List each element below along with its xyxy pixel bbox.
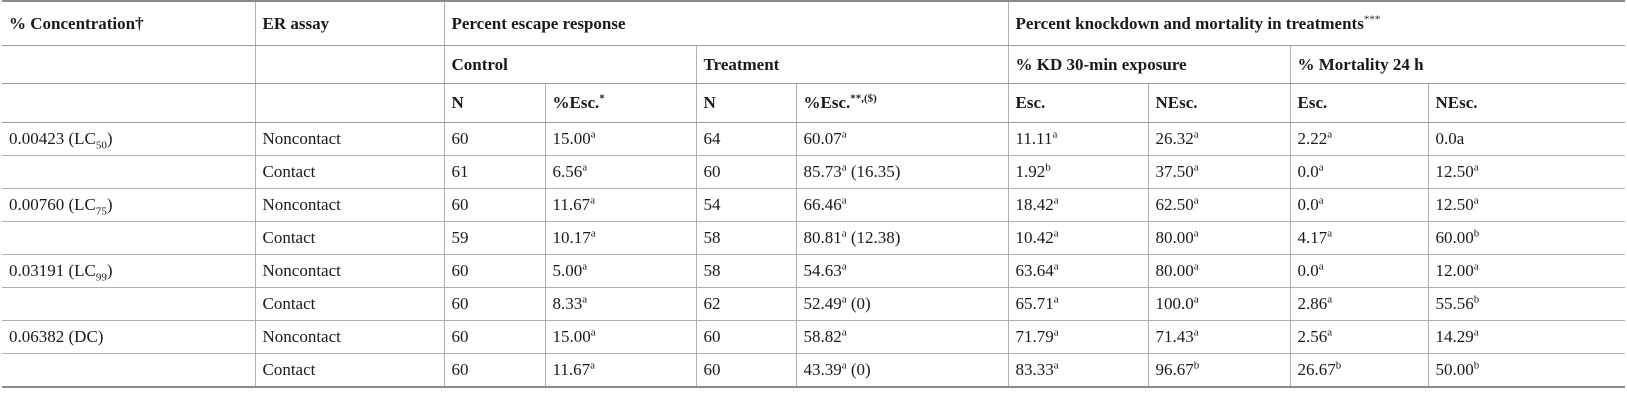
er-assay-value: Contact xyxy=(262,360,316,379)
kd-nesc-cell xyxy=(1148,222,1290,255)
kd-nesc-value: 62.50 xyxy=(1155,195,1194,214)
concentration-cell xyxy=(2,255,255,288)
header-kd-group-label: Percent knockdown and mortality in treatments xyxy=(1015,13,1364,33)
mortality-esc-sup: a xyxy=(1327,293,1333,306)
mortality-esc-cell xyxy=(1290,321,1428,354)
mortality-esc-value: 0.0 xyxy=(1297,195,1319,214)
header-n-treatment: N xyxy=(696,84,796,123)
mortality-esc-cell xyxy=(1290,189,1428,222)
kd-esc-sup: a xyxy=(1053,326,1059,339)
treatment-esc-value: 66.46 xyxy=(803,195,842,214)
kd-esc-sup: a xyxy=(1053,194,1059,207)
kd-esc-cell xyxy=(1008,156,1148,189)
kd-nesc-value: 37.50 xyxy=(1155,162,1194,181)
mortality-esc-cell xyxy=(1290,288,1428,321)
treatment-n-value: 54 xyxy=(703,195,721,214)
mortality-nesc-cell xyxy=(1428,189,1625,222)
control-esc-cell xyxy=(545,156,696,189)
kd-esc-value: 11.11 xyxy=(1015,129,1053,148)
control-n-value: 60 xyxy=(451,294,469,313)
header-kd30: % KD 30-min exposure xyxy=(1008,46,1290,84)
treatment-esc-value: 58.82 xyxy=(803,327,842,346)
kd-nesc-sup: a xyxy=(1193,260,1199,273)
er-assay-cell xyxy=(255,123,444,156)
control-esc-cell xyxy=(545,189,696,222)
header-esc-treatment-label: %Esc. xyxy=(803,93,851,112)
treatment-n-value: 64 xyxy=(703,129,721,148)
control-n-value: 60 xyxy=(451,195,469,214)
mortality-esc-cell xyxy=(1290,156,1428,189)
control-n-cell xyxy=(444,123,545,156)
concentration-cell xyxy=(2,222,255,255)
control-esc-value: 15.00 xyxy=(552,327,591,346)
header-blank xyxy=(2,84,255,123)
kd-nesc-cell xyxy=(1148,321,1290,354)
treatment-esc-sup: a xyxy=(841,260,847,273)
kd-nesc-sup: a xyxy=(1193,194,1199,207)
mortality-esc-sup: a xyxy=(1318,194,1324,207)
treatment-n-cell xyxy=(696,189,796,222)
kd-nesc-sup: a xyxy=(1193,326,1199,339)
er-assay-value: Noncontact xyxy=(262,129,341,148)
header-row-2 xyxy=(2,46,1625,84)
table-row xyxy=(2,222,1625,255)
kd-esc-cell xyxy=(1008,288,1148,321)
control-esc-sup: a xyxy=(590,359,596,372)
table-row xyxy=(2,255,1625,288)
mortality-nesc-value: 12.00 xyxy=(1435,261,1474,280)
mortality-nesc-cell xyxy=(1428,354,1625,388)
control-n-value: 59 xyxy=(451,228,469,247)
control-esc-sup: a xyxy=(590,194,596,207)
concentration-value: 0.00423 (LC xyxy=(9,129,96,148)
mortality-nesc-cell xyxy=(1428,321,1625,354)
kd-esc-sup: a xyxy=(1053,359,1059,372)
mortality-esc-value: 0.0 xyxy=(1297,162,1319,181)
treatment-esc-cell xyxy=(796,123,1008,156)
kd-esc-cell xyxy=(1008,123,1148,156)
control-esc-cell xyxy=(545,354,696,388)
treatment-esc-cell xyxy=(796,354,1008,388)
er-assay-value: Noncontact xyxy=(262,327,341,346)
header-esc-control-sup: * xyxy=(599,92,605,105)
treatment-n-value: 62 xyxy=(703,294,721,313)
kd-nesc-value: 96.67 xyxy=(1155,360,1194,379)
header-row-3 xyxy=(2,84,1625,123)
mortality-nesc-cell xyxy=(1428,288,1625,321)
header-blank xyxy=(255,84,444,123)
mortality-esc-value: 26.67 xyxy=(1297,360,1336,379)
control-esc-cell xyxy=(545,288,696,321)
control-esc-sup: a xyxy=(590,326,596,339)
kd-esc-value: 83.33 xyxy=(1015,360,1054,379)
control-esc-value: 10.17 xyxy=(552,228,591,247)
kd-nesc-value: 26.32 xyxy=(1155,129,1194,148)
mortality-esc-value: 2.56 xyxy=(1297,327,1328,346)
mortality-esc-value: 2.86 xyxy=(1297,294,1328,313)
control-esc-cell xyxy=(545,222,696,255)
mortality-nesc-cell xyxy=(1428,255,1625,288)
header-escape-group: Percent escape response xyxy=(444,1,1008,46)
header-kd-nesc: NEsc. xyxy=(1148,84,1290,123)
concentration-subscript: 75 xyxy=(95,205,107,218)
control-esc-value: 8.33 xyxy=(552,294,583,313)
concentration-value: 0.06382 (DC) xyxy=(9,327,104,346)
header-concentration: % Concentration† xyxy=(2,1,255,46)
er-assay-cell xyxy=(255,189,444,222)
kd-nesc-cell xyxy=(1148,288,1290,321)
control-n-value: 60 xyxy=(451,360,469,379)
mortality-nesc-cell xyxy=(1428,123,1625,156)
er-assay-value: Contact xyxy=(262,294,316,313)
table-row xyxy=(2,288,1625,321)
kd-nesc-sup: a xyxy=(1193,293,1199,306)
er-assay-cell xyxy=(255,288,444,321)
treatment-n-cell xyxy=(696,321,796,354)
kd-nesc-cell xyxy=(1148,123,1290,156)
treatment-esc-sup: a xyxy=(841,293,847,306)
control-esc-value: 11.67 xyxy=(552,195,591,214)
treatment-n-cell xyxy=(696,222,796,255)
er-assay-value: Contact xyxy=(262,162,316,181)
kd-nesc-cell xyxy=(1148,189,1290,222)
kd-nesc-cell xyxy=(1148,156,1290,189)
header-blank xyxy=(255,46,444,84)
control-esc-value: 15.00 xyxy=(552,129,591,148)
concentration-subscript: 50 xyxy=(95,139,107,152)
header-mort-nesc: NEsc. xyxy=(1428,84,1625,123)
mortality-esc-sup: a xyxy=(1327,326,1333,339)
mortality-esc-cell xyxy=(1290,255,1428,288)
header-kd-group-sup: *** xyxy=(1363,12,1381,25)
treatment-esc-sup: a xyxy=(841,128,847,141)
er-assay-cell xyxy=(255,354,444,388)
treatment-esc-value: 43.39 xyxy=(803,360,842,379)
header-kd-esc: Esc. xyxy=(1008,84,1148,123)
mortality-esc-sup: a xyxy=(1318,260,1324,273)
mortality-esc-value: 4.17 xyxy=(1297,228,1328,247)
header-mort-esc: Esc. xyxy=(1290,84,1428,123)
treatment-n-value: 58 xyxy=(703,261,721,280)
control-n-value: 60 xyxy=(451,327,469,346)
kd-nesc-sup: a xyxy=(1193,227,1199,240)
mortality-esc-cell xyxy=(1290,354,1428,388)
control-esc-value: 11.67 xyxy=(552,360,591,379)
treatment-esc-value: 80.81 xyxy=(803,228,842,247)
mortality-nesc-value: 12.50 xyxy=(1435,195,1474,214)
table-row xyxy=(2,321,1625,354)
mortality-nesc-value: 0.0a xyxy=(1435,129,1465,148)
kd-esc-sup: a xyxy=(1053,260,1059,273)
kd-esc-value: 18.42 xyxy=(1015,195,1054,214)
mortality-nesc-value: 60.00 xyxy=(1435,228,1474,247)
er-assay-cell xyxy=(255,321,444,354)
header-blank xyxy=(2,46,255,84)
control-esc-cell xyxy=(545,123,696,156)
treatment-n-cell xyxy=(696,156,796,189)
kd-nesc-value: 71.43 xyxy=(1155,327,1194,346)
treatment-n-value: 58 xyxy=(703,228,721,247)
mortality-nesc-sup: b xyxy=(1473,359,1480,372)
treatment-esc-extra: (0) xyxy=(846,360,871,379)
header-kd-group xyxy=(1008,1,1625,46)
control-n-cell xyxy=(444,354,545,388)
treatment-esc-cell xyxy=(796,189,1008,222)
mortality-esc-sup: a xyxy=(1327,227,1333,240)
kd-nesc-cell xyxy=(1148,255,1290,288)
mortality-nesc-sup: b xyxy=(1473,293,1480,306)
treatment-n-cell xyxy=(696,288,796,321)
table-row xyxy=(2,354,1625,388)
kd-nesc-value: 80.00 xyxy=(1155,228,1194,247)
treatment-esc-cell xyxy=(796,288,1008,321)
mortality-esc-sup: a xyxy=(1327,128,1333,141)
kd-esc-value: 63.64 xyxy=(1015,261,1054,280)
kd-esc-cell xyxy=(1008,321,1148,354)
kd-esc-cell xyxy=(1008,222,1148,255)
mortality-nesc-sup: b xyxy=(1473,227,1480,240)
kd-nesc-sup: b xyxy=(1193,359,1200,372)
control-n-value: 60 xyxy=(451,261,469,280)
control-esc-sup: a xyxy=(590,227,596,240)
treatment-esc-value: 54.63 xyxy=(803,261,842,280)
mortality-nesc-value: 12.50 xyxy=(1435,162,1474,181)
er-assay-cell xyxy=(255,255,444,288)
kd-esc-cell xyxy=(1008,255,1148,288)
control-n-cell xyxy=(444,255,545,288)
header-esc-control-label: %Esc. xyxy=(552,93,600,112)
concentration-value: 0.03191 (LC xyxy=(9,261,96,280)
concentration-tail: ) xyxy=(106,261,113,280)
treatment-n-cell xyxy=(696,354,796,388)
concentration-cell xyxy=(2,156,255,189)
control-esc-value: 6.56 xyxy=(552,162,583,181)
treatment-esc-cell xyxy=(796,321,1008,354)
mortality-nesc-value: 14.29 xyxy=(1435,327,1474,346)
concentration-value: 0.00760 (LC xyxy=(9,195,96,214)
mortality-nesc-sup: a xyxy=(1473,260,1479,273)
treatment-esc-sup: a xyxy=(841,359,847,372)
kd-nesc-value: 100.0 xyxy=(1155,294,1194,313)
kd-nesc-sup: a xyxy=(1193,128,1199,141)
header-esc-treatment-sup: **,($) xyxy=(850,92,877,105)
treatment-esc-cell xyxy=(796,255,1008,288)
table-row xyxy=(2,189,1625,222)
treatment-n-cell xyxy=(696,123,796,156)
table-body xyxy=(2,123,1625,388)
treatment-esc-value: 60.07 xyxy=(803,129,842,148)
kd-nesc-value: 80.00 xyxy=(1155,261,1194,280)
header-row-1 xyxy=(2,1,1625,46)
kd-nesc-cell xyxy=(1148,354,1290,388)
control-esc-cell xyxy=(545,321,696,354)
treatment-esc-value: 85.73 xyxy=(803,162,842,181)
control-esc-value: 5.00 xyxy=(552,261,583,280)
kd-esc-value: 71.79 xyxy=(1015,327,1054,346)
concentration-cell xyxy=(2,321,255,354)
kd-esc-sup: a xyxy=(1053,293,1059,306)
header-esc-control xyxy=(545,84,696,123)
control-n-cell xyxy=(444,288,545,321)
concentration-cell xyxy=(2,354,255,388)
kd-esc-value: 10.42 xyxy=(1015,228,1054,247)
control-esc-sup: a xyxy=(582,293,588,306)
treatment-esc-sup: a xyxy=(841,161,847,174)
control-esc-sup: a xyxy=(590,128,596,141)
concentration-subscript: 99 xyxy=(95,271,107,284)
mortality-nesc-value: 55.56 xyxy=(1435,294,1474,313)
concentration-tail: ) xyxy=(106,195,113,214)
control-n-value: 61 xyxy=(451,162,469,181)
control-esc-cell xyxy=(545,255,696,288)
control-esc-sup: a xyxy=(582,260,588,273)
mortality-nesc-sup: a xyxy=(1473,194,1479,207)
data-table xyxy=(2,0,1625,388)
mortality-esc-sup: b xyxy=(1335,359,1342,372)
header-control: Control xyxy=(444,46,696,84)
concentration-cell xyxy=(2,123,255,156)
concentration-tail: ) xyxy=(106,129,113,148)
control-n-cell xyxy=(444,222,545,255)
treatment-esc-cell xyxy=(796,222,1008,255)
treatment-esc-sup: a xyxy=(841,227,847,240)
kd-esc-sup: a xyxy=(1053,227,1059,240)
control-n-cell xyxy=(444,321,545,354)
control-n-value: 60 xyxy=(451,129,469,148)
kd-esc-cell xyxy=(1008,354,1148,388)
kd-esc-sup: b xyxy=(1045,161,1051,174)
treatment-n-value: 60 xyxy=(703,360,721,379)
concentration-cell xyxy=(2,288,255,321)
kd-nesc-sup: a xyxy=(1193,161,1199,174)
header-mort24: % Mortality 24 h xyxy=(1290,46,1625,84)
concentration-cell xyxy=(2,189,255,222)
header-treatment: Treatment xyxy=(696,46,1008,84)
treatment-n-value: 60 xyxy=(703,327,721,346)
kd-esc-sup: a xyxy=(1052,128,1058,141)
er-assay-value: Noncontact xyxy=(262,261,341,280)
er-assay-cell xyxy=(255,222,444,255)
er-assay-value: Noncontact xyxy=(262,195,341,214)
treatment-esc-sup: a xyxy=(841,326,847,339)
er-assay-value: Contact xyxy=(262,228,316,247)
mortality-nesc-value: 50.00 xyxy=(1435,360,1474,379)
control-n-cell xyxy=(444,156,545,189)
mortality-nesc-cell xyxy=(1428,222,1625,255)
treatment-esc-value: 52.49 xyxy=(803,294,842,313)
treatment-esc-extra: (16.35) xyxy=(846,162,901,181)
table-row xyxy=(2,156,1625,189)
mortality-esc-value: 2.22 xyxy=(1297,129,1328,148)
header-esc-treatment xyxy=(796,84,1008,123)
mortality-esc-cell xyxy=(1290,123,1428,156)
mortality-nesc-cell xyxy=(1428,156,1625,189)
er-assay-cell xyxy=(255,156,444,189)
control-esc-sup: a xyxy=(582,161,588,174)
treatment-esc-cell xyxy=(796,156,1008,189)
treatment-esc-extra: (12.38) xyxy=(846,228,901,247)
treatment-n-cell xyxy=(696,255,796,288)
kd-esc-cell xyxy=(1008,189,1148,222)
table-row xyxy=(2,123,1625,156)
treatment-esc-extra: (0) xyxy=(846,294,871,313)
mortality-esc-sup: a xyxy=(1318,161,1324,174)
mortality-nesc-sup: a xyxy=(1473,326,1479,339)
kd-esc-value: 1.92 xyxy=(1015,162,1046,181)
header-n-control: N xyxy=(444,84,545,123)
treatment-esc-sup: a xyxy=(841,194,847,207)
mortality-nesc-sup: a xyxy=(1473,161,1479,174)
control-n-cell xyxy=(444,189,545,222)
treatment-n-value: 60 xyxy=(703,162,721,181)
mortality-esc-value: 0.0 xyxy=(1297,261,1319,280)
mortality-esc-cell xyxy=(1290,222,1428,255)
header-er-assay: ER assay xyxy=(255,1,444,46)
kd-esc-value: 65.71 xyxy=(1015,294,1054,313)
